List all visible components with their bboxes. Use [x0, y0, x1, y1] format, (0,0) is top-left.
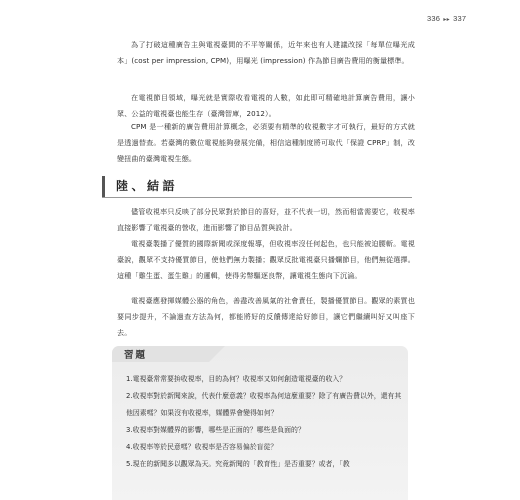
exercise-question-4: 4.收視率等於民意嗎？收視率是否容易偏於盲從？: [126, 443, 278, 451]
exercise-question-3: 3.收視率對媒體界的影響，哪些是正面的？哪些是負面的？: [126, 426, 305, 434]
paragraph-conclusion-1: 儘管收視率只反映了部分民眾對於節目的喜好，並不代表一切，然而相當需要它，收視率直接影響了電視臺的營收，進而影響了節目品質與設計。: [117, 207, 415, 233]
exercise-title: 習題: [124, 350, 148, 361]
exercise-question-2: 2.收視率對於新聞來說，代表什麼意義？收視率為何這麼重要？除了有廣告費以外，還有其他因素嗎？如果沒有收視率，媒體界會變得如何？: [126, 392, 402, 417]
page-arrows-icon: ▸▸: [443, 17, 450, 23]
page-number-left: 336: [427, 14, 441, 23]
section-title: 陸、結語: [116, 179, 179, 193]
page-number-header: [427, 14, 466, 23]
paragraph-cpm-concept: CPM 是一種新的廣告費用計算概念，必須要有精準的收視數字才可執行，最好的方式就是透過替查。若臺灣的數位電視能夠發展完備，相信這種制度將可取代「保證 CPRP」制，改變扭曲的臺灣電視生態。: [117, 122, 415, 164]
paragraph-conclusion-3: 電視臺應發揮媒體公器的角色，善盡改善風氣的社會責任，製播優質節目。觀眾的素質也要同步提升，不論過查方法為何，都能將好的反饋傳達給好節目，讓它們繼續叫好又叫座下去。: [117, 296, 415, 338]
exercise-question-1: 1.電視臺常常要拚收視率，目的為何？收視率又如何創造電視臺的收入？: [126, 375, 347, 383]
paragraph-conclusion-2: 電視臺製播了優質的國際新聞或深度報導，但收視率沒任何起色，也只能被迫腰斬。電視臺說，觀眾不支持優質節目，使他們無力製播；觀眾反批電視臺只播爛節目，他們無從選擇。這種「雞生蛋、蛋生雞」的邏輯，使得劣幣驅逐良幣，讓電視生態向下沉淪。: [117, 239, 415, 281]
paragraph-cpm-proposal: 為了打破這種廣告主與電視臺間的不平等關係，近年來也有人建議改採「每單位曝光成本」(cost per impression, CPM)，用曝光 (impression) 作為節目廣告費用的衡量標準。: [117, 40, 415, 66]
paragraph-impression-definition: 在電視節目領域，曝光就是實際收看電視的人數，如此即可精確地計算廣告費用，讓小眾、公益的電視臺也能生存（臺灣智庫，2012）。: [117, 93, 415, 119]
exercise-question-5: 5.現在的新聞多以觀眾為天。究竟新聞的「教育性」是否重要？或者，「教: [126, 460, 350, 468]
page-number-right: 337: [453, 14, 467, 23]
section-header: [102, 176, 412, 198]
section-header-bar: [102, 176, 105, 197]
